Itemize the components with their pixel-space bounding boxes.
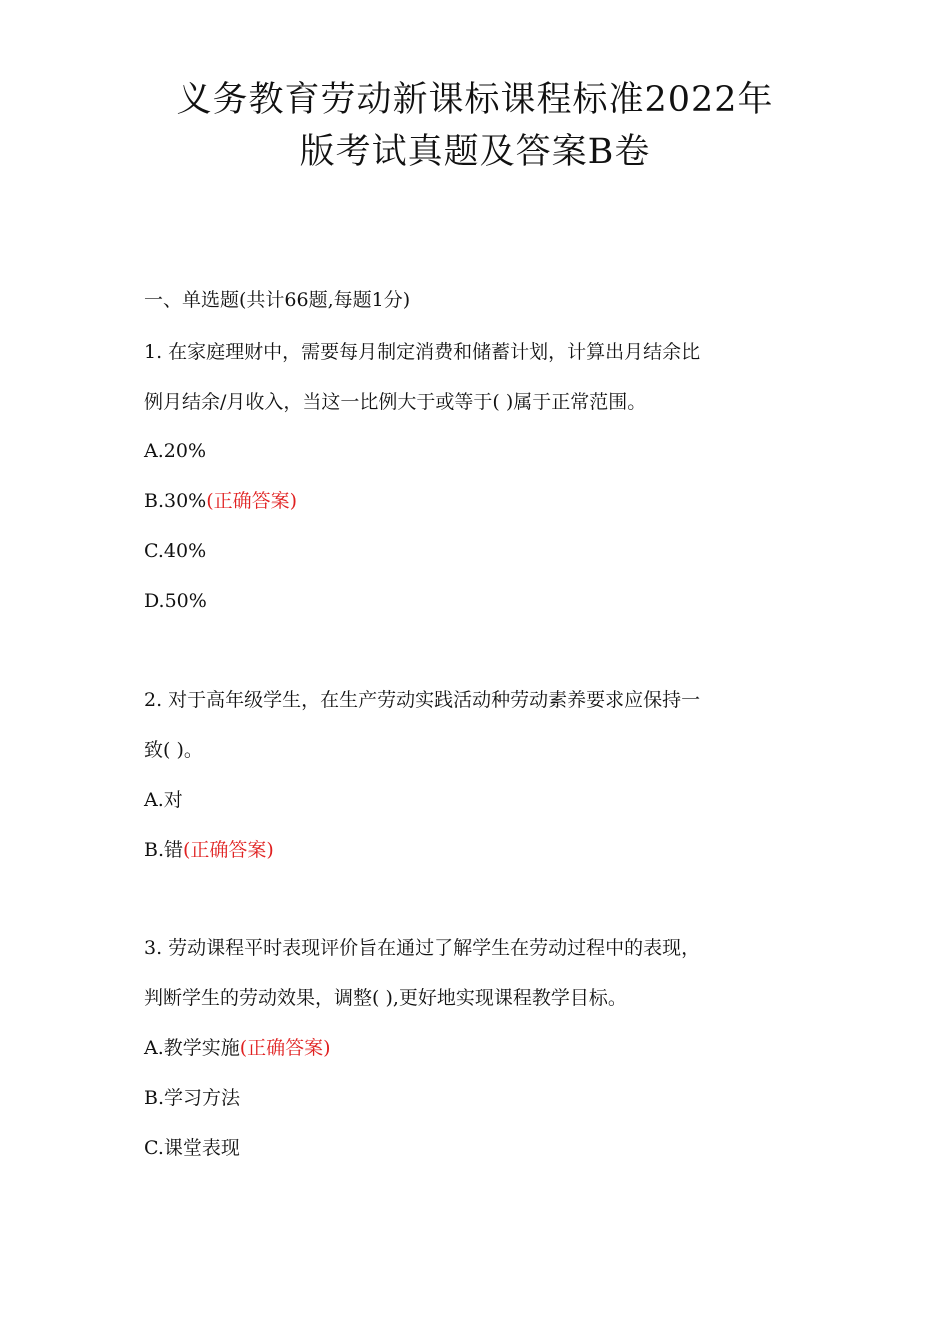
- question-2-option-b: [144, 836, 274, 864]
- question-2-option-a: [144, 786, 183, 814]
- question-1-option-b: [144, 487, 297, 515]
- document-title: [0, 74, 950, 178]
- question-1-option-d: [144, 587, 207, 615]
- question-1-line-2: 例月结余/月收入，当这一比例大于或等于( )属于正常范围。: [144, 391, 647, 413]
- title-line-2: 版考试真题及答案B卷: [299, 132, 651, 172]
- option-text: B.错: [144, 839, 184, 861]
- option-text: B.30%: [144, 490, 207, 512]
- option-text: D.50%: [144, 590, 207, 612]
- question-1-line-1: 1. 在家庭理财中，需要每月制定消费和储蓄计划，计算出月结余比: [144, 341, 701, 363]
- question-2-line-1: 2. 对于高年级学生，在生产劳动实践活动种劳动素养要求应保持一: [144, 689, 701, 711]
- title-line-1: 义务教育劳动新课标课程标准2022年: [176, 80, 774, 120]
- question-3-option-b: [144, 1084, 240, 1112]
- question-2-line-2: 致( )。: [144, 739, 203, 761]
- question-1-option-a: [144, 437, 206, 465]
- option-text: A.教学实施: [144, 1037, 240, 1059]
- question-3-line-1: 3. 劳动课程平时表现评价旨在通过了解学生在劳动过程中的表现，: [144, 937, 701, 959]
- option-text: C.40%: [144, 540, 207, 562]
- correct-answer-tag: (正确答案): [239, 1037, 331, 1059]
- section-heading: 一、单选题(共计66题,每题1分): [144, 289, 411, 311]
- question-3-option-c: [144, 1134, 240, 1162]
- option-text: A.对: [144, 789, 183, 811]
- question-3-option-a: [144, 1034, 331, 1062]
- correct-answer-tag: (正确答案): [183, 839, 274, 861]
- option-text: C.课堂表现: [144, 1137, 240, 1159]
- question-1-option-c: [144, 537, 206, 565]
- correct-answer-tag: (正确答案): [206, 490, 298, 512]
- question-3-line-2: 判断学生的劳动效果，调整( ),更好地实现课程教学目标。: [144, 987, 627, 1009]
- option-text: B.学习方法: [144, 1087, 241, 1109]
- option-text: A.20%: [144, 440, 206, 462]
